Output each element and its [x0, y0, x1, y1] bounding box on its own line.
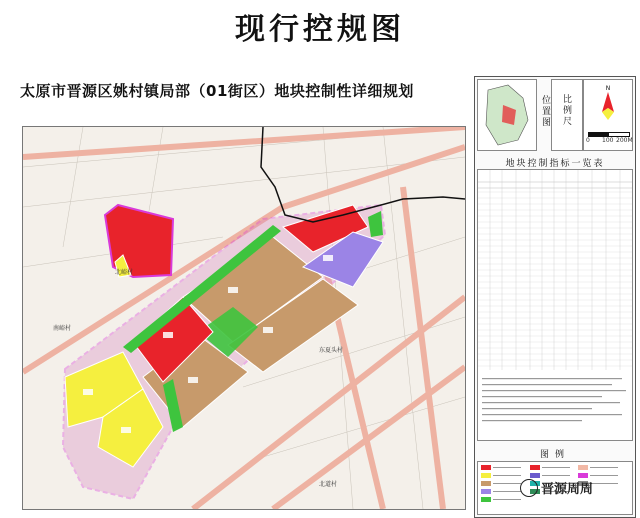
scale-tick: 200M	[616, 137, 633, 144]
village-label: 北道村	[319, 481, 338, 488]
page-header	[0, 0, 640, 52]
location-label: 位置图	[540, 95, 550, 128]
location-map-icon	[478, 80, 536, 150]
legend-title: 图例	[539, 450, 570, 460]
watermark	[520, 478, 593, 497]
scale-tick: 0	[586, 137, 590, 144]
indicator-table	[477, 169, 633, 441]
side-panel	[474, 76, 636, 518]
page-title: 现行控规图	[235, 12, 405, 47]
scale-label-box	[551, 79, 583, 151]
village-label: 北峪村	[115, 269, 134, 276]
map-canvas	[23, 127, 465, 509]
scale-tick: 100	[602, 137, 614, 144]
north-arrow-icon	[584, 80, 632, 130]
location-map-box	[477, 79, 537, 151]
watermark-text: 晋源周周	[541, 482, 594, 497]
village-label: 南峪村	[53, 325, 72, 332]
table-title: 地块控制指标一览表	[505, 159, 605, 169]
indicator-table-grid	[478, 170, 632, 440]
north-scale-box	[583, 79, 633, 151]
village-label: 东夏头村	[319, 347, 344, 354]
wechat-icon	[520, 479, 538, 497]
north-label: N	[605, 85, 611, 92]
scale-label: 比例尺	[561, 94, 571, 127]
plan-title: 太原市晋源区姚村镇局部（01街区）地块控制性详细规划	[20, 82, 414, 100]
zoning-map[interactable]	[22, 126, 466, 510]
